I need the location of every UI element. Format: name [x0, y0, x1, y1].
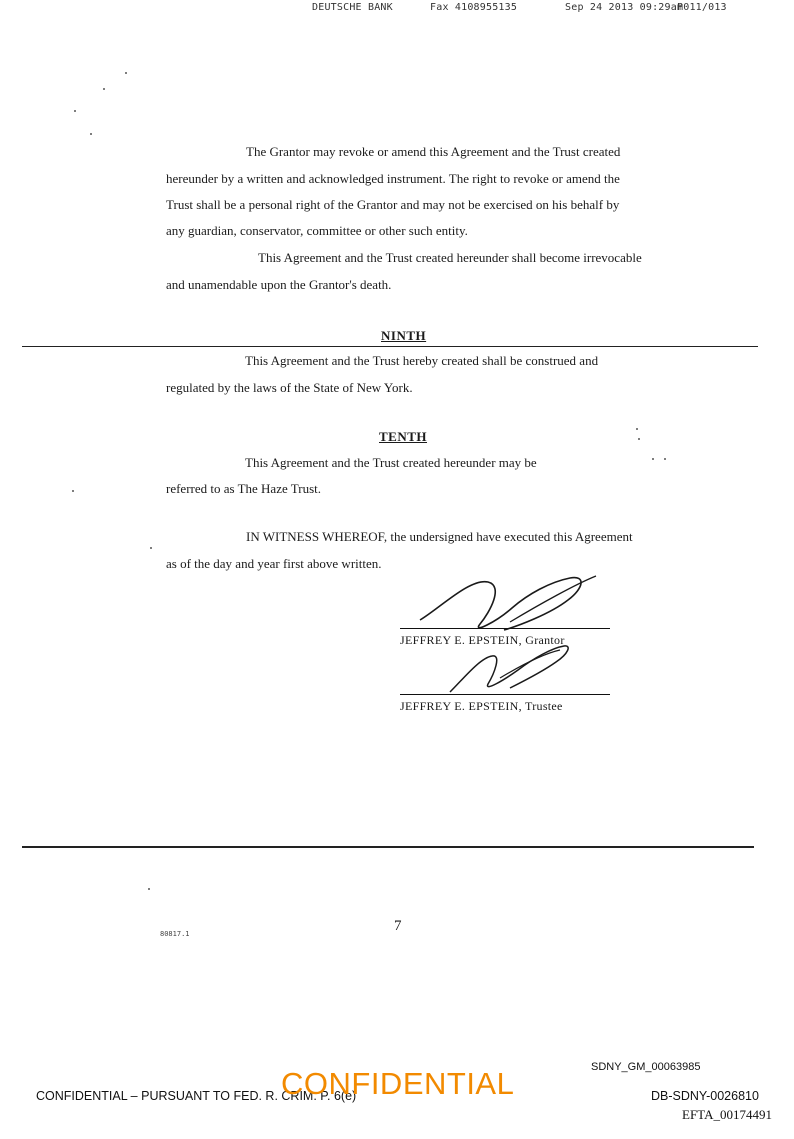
ninth-line: This Agreement and the Trust hereby created shall be construed and [245, 353, 599, 368]
scan-speck [664, 458, 666, 460]
text-line: Trust shall be a personal right of the Grantor and may not be exercised on his behalf by [166, 197, 620, 212]
text-line: and unamendable upon the Grantor's death. [166, 277, 392, 292]
fax-sender: DEUTSCHE BANK [312, 2, 393, 13]
bates-sdny-gm: SDNY_GM_00063985 [591, 1061, 701, 1073]
bates-db-sdny: DB-SDNY-0026810 [651, 1089, 759, 1103]
fax-page: P011/013 [677, 2, 727, 13]
tenth-line: This Agreement and the Trust created hereunder may be [245, 455, 537, 470]
heading-ninth: NINTH [381, 328, 427, 343]
scan-speck [90, 133, 92, 135]
scan-speck [148, 888, 150, 890]
confidential-notice: CONFIDENTIAL – PURSUANT TO FED. R. CRIM. P. 6(e) [36, 1089, 357, 1103]
scan-speck [103, 88, 105, 90]
signature-caption-trustee: JEFFREY E. EPSTEIN, Trustee [400, 699, 563, 713]
confidential-stamp: CONFIDENTIAL [281, 1066, 515, 1101]
text-line: any guardian, conservator, committee or other such entity. [166, 223, 468, 238]
efta-number: EFTA_00174491 [682, 1107, 772, 1122]
text-line: The Grantor may revoke or amend this Agreement and the Trust created [246, 144, 621, 159]
scan-speck [74, 110, 76, 112]
signature-caption-grantor: JEFFREY E. EPSTEIN, Grantor [400, 633, 565, 647]
text-line: hereunder by a written and acknowledged instrument. The right to revoke or amend the [166, 171, 620, 186]
scan-speck [636, 428, 638, 430]
text-line: This Agreement and the Trust created hereunder shall become irrevocable [258, 250, 642, 265]
scan-divider-line [22, 846, 754, 848]
fax-datetime: Sep 24 2013 09:29am [565, 2, 684, 13]
page-number: 7 [394, 918, 402, 934]
ninth-line: regulated by the laws of the State of New York. [166, 380, 413, 395]
fax-number: Fax 4108955135 [430, 2, 518, 13]
scan-speck [652, 458, 654, 460]
signature-line [400, 694, 610, 695]
signature-line [400, 628, 610, 629]
scan-speck [125, 72, 127, 74]
heading-tenth: TENTH [379, 429, 428, 444]
scan-divider-line [22, 346, 758, 347]
scan-speck [72, 490, 74, 492]
witness-line: IN WITNESS WHEREOF, the undersigned have executed this Agreement [246, 529, 633, 544]
scan-speck [638, 438, 640, 440]
scan-speck [150, 547, 152, 549]
tenth-line: referred to as The Haze Trust. [166, 481, 321, 496]
signature-trustee [430, 638, 580, 698]
document-code: 80817.1 [160, 930, 190, 938]
witness-line: as of the day and year first above written. [166, 556, 382, 571]
